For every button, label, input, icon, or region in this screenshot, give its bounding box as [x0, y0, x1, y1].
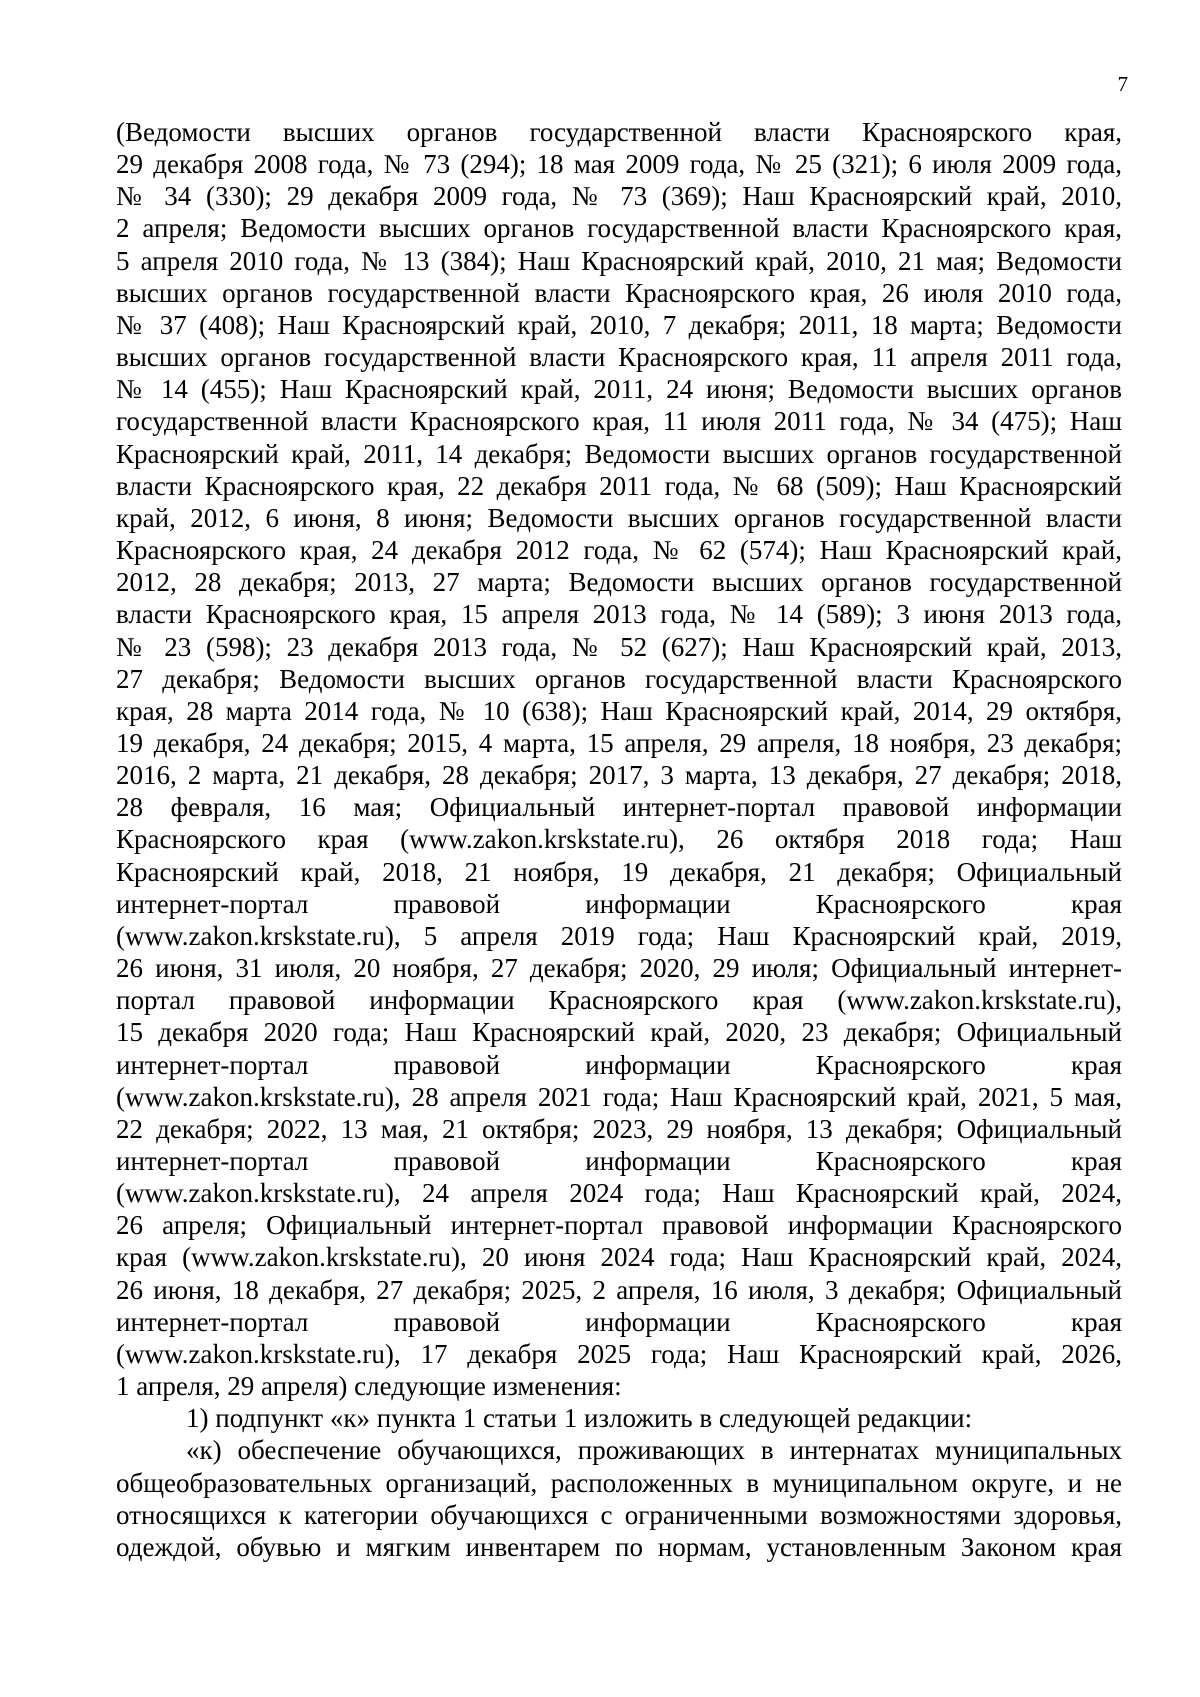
text-line: относящихся к категории обучающихся с ограниченными возможностями здоровья, [116, 1499, 1122, 1530]
text-line: Красноярский край, 2018, 21 ноября, 19 декабря, 21 декабря; Официальный [116, 856, 1122, 887]
text-line: 15 декабря 2020 года; Наш Красноярский край, 2020, 23 декабря; Официальный [116, 1017, 1122, 1048]
text-line: портал правовой информации Красноярского края (www.zakon.krskstate.ru), [116, 985, 1122, 1016]
text-line: 2016, 2 марта, 21 декабря, 28 декабря; 2017, 3 марта, 13 декабря, 27 декабря; 2018, [116, 760, 1122, 791]
text-line: 26 апреля; Официальный интернет-портал правовой информации Красноярского [116, 1210, 1122, 1241]
text-line: 22 декабря; 2022, 13 мая, 21 октября; 2023, 29 ноября, 13 декабря; Официальный [116, 1113, 1122, 1144]
text-line: высших органов государственной власти Красноярского края, 11 апреля 2011 года, [116, 342, 1122, 373]
text-line: (www.zakon.krskstate.ru), 5 апреля 2019 года; Наш Красноярский край, 2019, [116, 920, 1122, 951]
text-line: № 37 (408); Наш Красноярский край, 2010, 7 декабря; 2011, 18 марта; Ведомости [116, 309, 1122, 340]
item-1-paragraph: 1) подпункт «к» пункта 1 статьи 1 изложить в следующей редакции: [186, 1403, 973, 1434]
item-k-paragraph [116, 1434, 1122, 1563]
text-line: интернет-портал правовой информации Красноярского края [116, 1306, 1122, 1337]
text-line: общеобразовательных организаций, расположенных в муниципальном округе, и не [116, 1467, 1122, 1498]
text-line: Красноярского края, 24 декабря 2012 года, № 62 (574); Наш Красноярский край, [116, 535, 1122, 566]
document-body [116, 116, 1122, 1563]
text-line: 27 декабря; Ведомости высших органов государственной власти Красноярского [116, 663, 1122, 694]
text-line: 19 декабря, 24 декабря; 2015, 4 марта, 15 апреля, 29 апреля, 18 ноября, 23 декабря; [116, 727, 1122, 758]
text-line: № 14 (455); Наш Красноярский край, 2011, 24 июня; Ведомости высших органов [116, 374, 1122, 405]
page-number: 7 [1117, 72, 1128, 96]
text-line: края, 28 марта 2014 года, № 10 (638); Наш Красноярский край, 2014, 29 октября, [116, 695, 1122, 726]
text-line: Красноярский край, 2011, 14 декабря; Ведомости высших органов государственной [116, 438, 1122, 469]
text-line: края (www.zakon.krskstate.ru), 20 июня 2024 года; Наш Красноярский край, 2024, [116, 1242, 1122, 1273]
text-line: (www.zakon.krskstate.ru), 17 декабря 2025 года; Наш Красноярский край, 2026, [116, 1338, 1122, 1369]
text-line: власти Красноярского края, 22 декабря 2011 года, № 68 (509); Наш Красноярский [116, 470, 1122, 501]
text-line: 5 апреля 2010 года, № 13 (384); Наш Красноярский край, 2010, 21 мая; Ведомости [116, 245, 1122, 276]
text-line: (www.zakon.krskstate.ru), 28 апреля 2021 года; Наш Красноярский край, 2021, 5 мая, [116, 1081, 1122, 1112]
text-line: власти Красноярского края, 15 апреля 2013 года, № 14 (589); 3 июня 2013 года, [116, 599, 1122, 630]
text-line: 26 июня, 18 декабря, 27 декабря; 2025, 2 апреля, 16 июля, 3 декабря; Официальный [116, 1274, 1122, 1305]
text-line: 2012, 28 декабря; 2013, 27 марта; Ведомости высших органов государственной [116, 567, 1122, 598]
text-line: (Ведомости высших органов государственной власти Красноярского края, [116, 117, 1122, 147]
text-line: интернет-портал правовой информации Красноярского края [116, 1146, 1122, 1176]
text-line: государственной власти Красноярского края, 11 июля 2011 года, № 34 (475); Наш [116, 406, 1122, 437]
text-line: (www.zakon.krskstate.ru), 24 апреля 2024 года; Наш Красноярский край, 2024, [116, 1178, 1122, 1209]
text-line: 1 апреля, 29 апреля) следующие изменения: [116, 1371, 622, 1402]
text-line: Красноярского края (www.zakon.krskstate.ru), 26 октября 2018 года; Наш [116, 824, 1122, 855]
text-line: интернет-портал правовой информации Красноярского края [116, 1049, 1122, 1080]
text-line: 2 апреля; Ведомости высших органов государственной власти Красноярского края, [116, 213, 1122, 244]
text-line: № 23 (598); 23 декабря 2013 года, № 52 (627); Наш Красноярский край, 2013, [116, 631, 1122, 662]
text-line: высших органов государственной власти Красноярского края, 26 июля 2010 года, [116, 277, 1122, 308]
text-line: интернет-портал правовой информации Красноярского края [116, 888, 1122, 919]
text-line: № 34 (330); 29 декабря 2009 года, № 73 (369); Наш Красноярский край, 2010, [116, 181, 1122, 212]
text-line: 29 декабря 2008 года, № 73 (294); 18 мая 2009 года, № 25 (321); 6 июля 2009 года, [116, 149, 1122, 180]
text-line: 26 июня, 31 июля, 20 ноября, 27 декабря; 2020, 29 июля; Официальный интернет- [116, 953, 1122, 984]
text-line: край, 2012, 6 июня, 8 июня; Ведомости высших органов государственной власти [116, 502, 1122, 533]
text-line: 28 февраля, 16 мая; Официальный интернет-портал правовой информации [116, 792, 1122, 823]
text-line: одеждой, обувью и мягким инвентарем по нормам, установленным Законом края [116, 1531, 1122, 1562]
citation-paragraph [116, 116, 1122, 1402]
text-line: «к) обеспечение обучающихся, проживающих в интернатах муниципальных [186, 1435, 1122, 1466]
